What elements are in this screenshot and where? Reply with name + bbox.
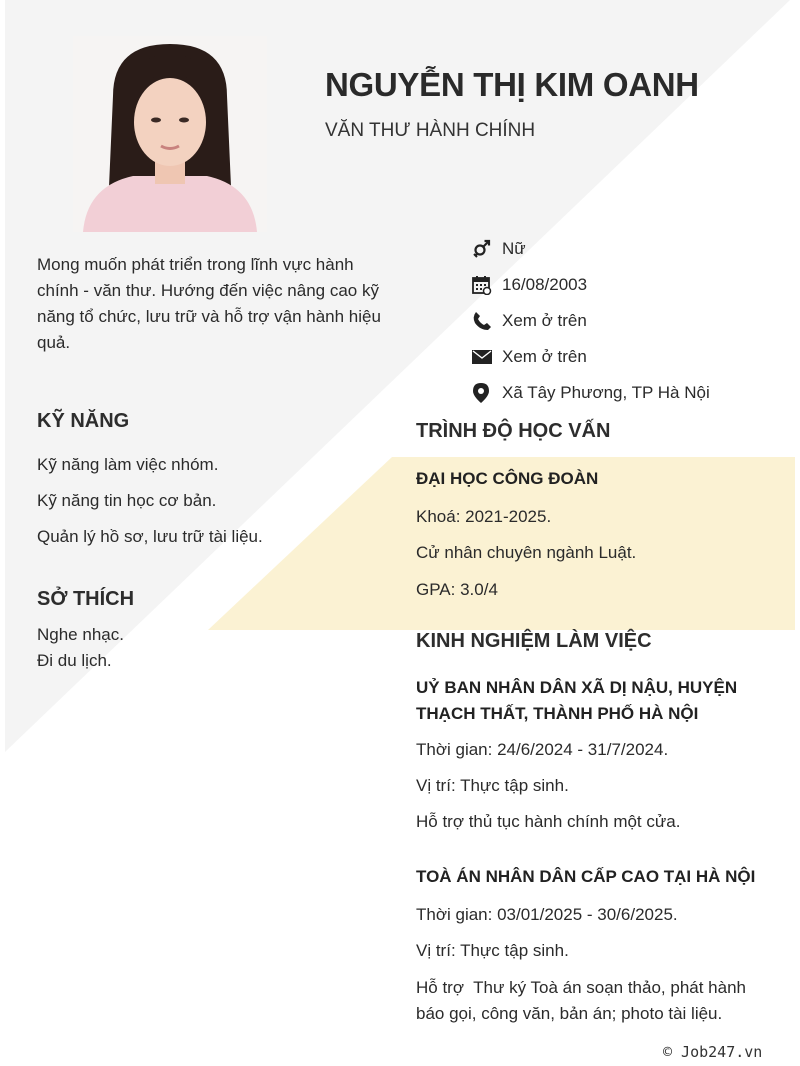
info-address: [472, 375, 792, 411]
experience-item: [416, 864, 776, 1027]
education-degree: Cử nhân chuyên ngành Luật.: [416, 543, 637, 562]
calendar-icon: [472, 274, 502, 296]
mail-icon: [472, 346, 502, 368]
experience-time: Thời gian: 24/6/2024 - 31/7/2024.: [416, 740, 669, 759]
experience-heading: KINH NGHIỆM LÀM VIỆC: [416, 630, 652, 652]
skill-item: Quản lý hồ sơ, lưu trữ tài liệu.: [37, 527, 263, 546]
skill-item: Kỹ năng tin học cơ bản.: [37, 491, 217, 510]
experience-position: Vị trí: Thực tập sinh.: [416, 776, 569, 795]
school-name: ĐẠI HỌC CÔNG ĐOÀN: [416, 469, 599, 488]
education-heading: TRÌNH ĐỘ HỌC VẤN: [416, 420, 611, 442]
birthdate-value: 16/08/2003: [502, 275, 588, 294]
info-phone: [472, 303, 792, 339]
phone-value: Xem ở trên: [502, 311, 587, 330]
profile-photo: [73, 36, 267, 232]
career-objective: Mong muốn phát triển trong lĩnh vực hành chính - văn thư. Hướng đến việc nâng cao kỹ năng tổ chức, lưu trữ và hỗ trợ vận hành hiệu quả.: [37, 255, 381, 352]
info-birthdate: [472, 267, 792, 303]
phone-icon: [472, 310, 502, 332]
hobby-item: Nghe nhạc.: [37, 625, 124, 644]
hobbies-heading: SỞ THÍCH: [37, 588, 135, 610]
experience-task: Hỗ trợ thủ tục hành chính một cửa.: [416, 812, 681, 831]
info-gender: [472, 231, 792, 267]
experience-org: TOÀ ÁN NHÂN DÂN CẤP CAO TẠI HÀ NỘI: [416, 867, 756, 886]
info-email: [472, 339, 792, 375]
gender-icon: [472, 238, 502, 260]
hobby-item: Đi du lịch.: [37, 651, 112, 670]
education-section: [416, 466, 776, 603]
experience-time: Thời gian: 03/01/2025 - 30/6/2025.: [416, 905, 678, 924]
email-value: Xem ở trên: [502, 347, 587, 366]
skills-heading: KỸ NĂNG: [37, 410, 130, 432]
education-gpa: GPA: 3.0/4: [416, 580, 498, 599]
candidate-name: NGUYỄN THỊ KIM OANH: [325, 66, 699, 103]
watermark-footer: © Job247.vn: [663, 1043, 763, 1061]
gender-value: Nữ: [502, 239, 526, 258]
location-pin-icon: [472, 382, 502, 404]
skills-list: [37, 452, 377, 560]
experience-item: [416, 675, 776, 835]
personal-info: [472, 231, 792, 411]
skill-item: Kỹ năng làm việc nhóm.: [37, 455, 219, 474]
experience-position: Vị trí: Thực tập sinh.: [416, 941, 569, 960]
education-period: Khoá: 2021-2025.: [416, 507, 552, 526]
hobbies-list: [37, 622, 337, 674]
job-title: VĂN THƯ HÀNH CHÍNH: [325, 120, 536, 141]
experience-task: Hỗ trợ Thư ký Toà án soạn thảo, phát hành báo gọi, công văn, bản án; photo tài liệu.: [416, 978, 751, 1023]
experience-org: UỶ BAN NHÂN DÂN XÃ DỊ NẬU, HUYỆN THẠCH THẤT, THÀNH PHỐ HÀ NỘI: [416, 678, 738, 723]
address-value: Xã Tây Phương, TP Hà Nội: [502, 383, 710, 402]
